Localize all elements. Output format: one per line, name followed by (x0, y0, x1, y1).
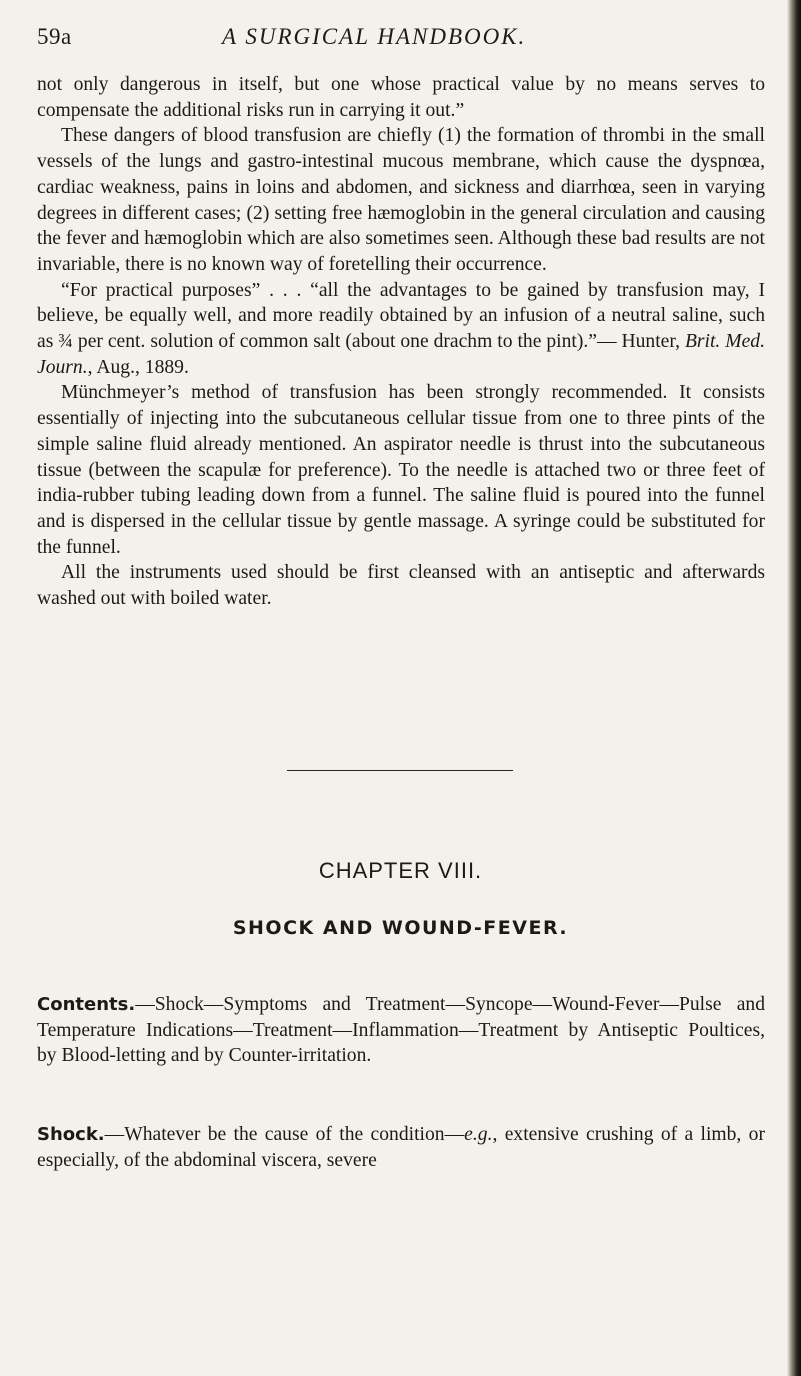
contents-text: —Shock—Symptoms and Treatment—Syncope—Wound-Fever—Pulse and Temperature Indications—Treatment—Inflammation—Treatment by Antiseptic Poultices, by Blood-letting and by Counter-irritation. (37, 994, 765, 1067)
chapter-subtitle: SHOCK AND WOUND-FEVER. (232, 917, 569, 939)
chapter-heading: CHAPTER VIII. (318, 858, 483, 883)
paragraph-transfusion-dangers: These dangers of blood transfusion are chiefly (1) the formation of thrombi in the small vessels of the lungs and gastro-intestinal mucous membrane, which cause the dyspnœa, cardiac weakness, pains in loins and abdomen, and sickness and diarrhœa, seen in varying degrees in different cases; (2) setting free hæmoglobin in the general circulation and causing the fever and hæmoglobin which are also sometimes seen. Although these bad results are not invariable, there is no known way of foretelling their occurrence. (37, 125, 765, 275)
running-head (37, 24, 767, 64)
hunter-quote-text: “For practical purposes” . . . “all the advantages to be gained by transfusion may, I believe, be equally well, and more readily obtained by an infusion of a neutral saline, such as ¾ per cent. solution of common salt (about one drachm to the pint).”— Hunter, (37, 279, 765, 353)
chapter-contents (37, 992, 765, 1069)
section-divider (287, 770, 513, 771)
contents-label: Contents. (37, 994, 136, 1015)
citation-date: , Aug., 1889. (87, 356, 189, 378)
body-text (37, 72, 765, 612)
shock-label: Shock. (37, 1124, 105, 1145)
paragraph-hunter-quote (37, 278, 765, 381)
shock-text-a: —Whatever be the cause of the condition— (104, 1124, 465, 1145)
page-number: 59a (37, 24, 72, 49)
shock-section (37, 1122, 765, 1173)
paragraph-continued-quote: not only dangerous in itself, but one whose practical value by no means serves to compensate the additional risks run in carrying it out.” (37, 74, 765, 121)
page-binding-edge (787, 0, 801, 1376)
journal-title: Brit. Med. Journ. (37, 331, 765, 378)
shock-eg: e.g. (464, 1124, 493, 1145)
shock-text-b: , extensive crushing of a limb, or especially, of the abdominal viscera, severe (37, 1124, 765, 1171)
running-title: A SURGICAL HANDBOOK. (222, 24, 527, 49)
paragraph-munchmeyer-method: Münchmeyer’s method of transfusion has been strongly recommended. It consists essentially of injecting into the subcutaneous cellular tissue from one to three pints of the simple saline fluid already mentioned. An aspirator needle is thrust into the subcutaneous tissue (between the scapulæ for preference). To the needle is attached two or three feet of india-rubber tubing leading down from a funnel. The saline fluid is poured into the funnel and is dispersed in the cellular tissue by gentle massage. A syringe could be substituted for the funnel. (37, 382, 765, 558)
paragraph-instruments: All the instruments used should be first cleansed with an antiseptic and afterwards washed out with boiled water. (37, 562, 765, 610)
